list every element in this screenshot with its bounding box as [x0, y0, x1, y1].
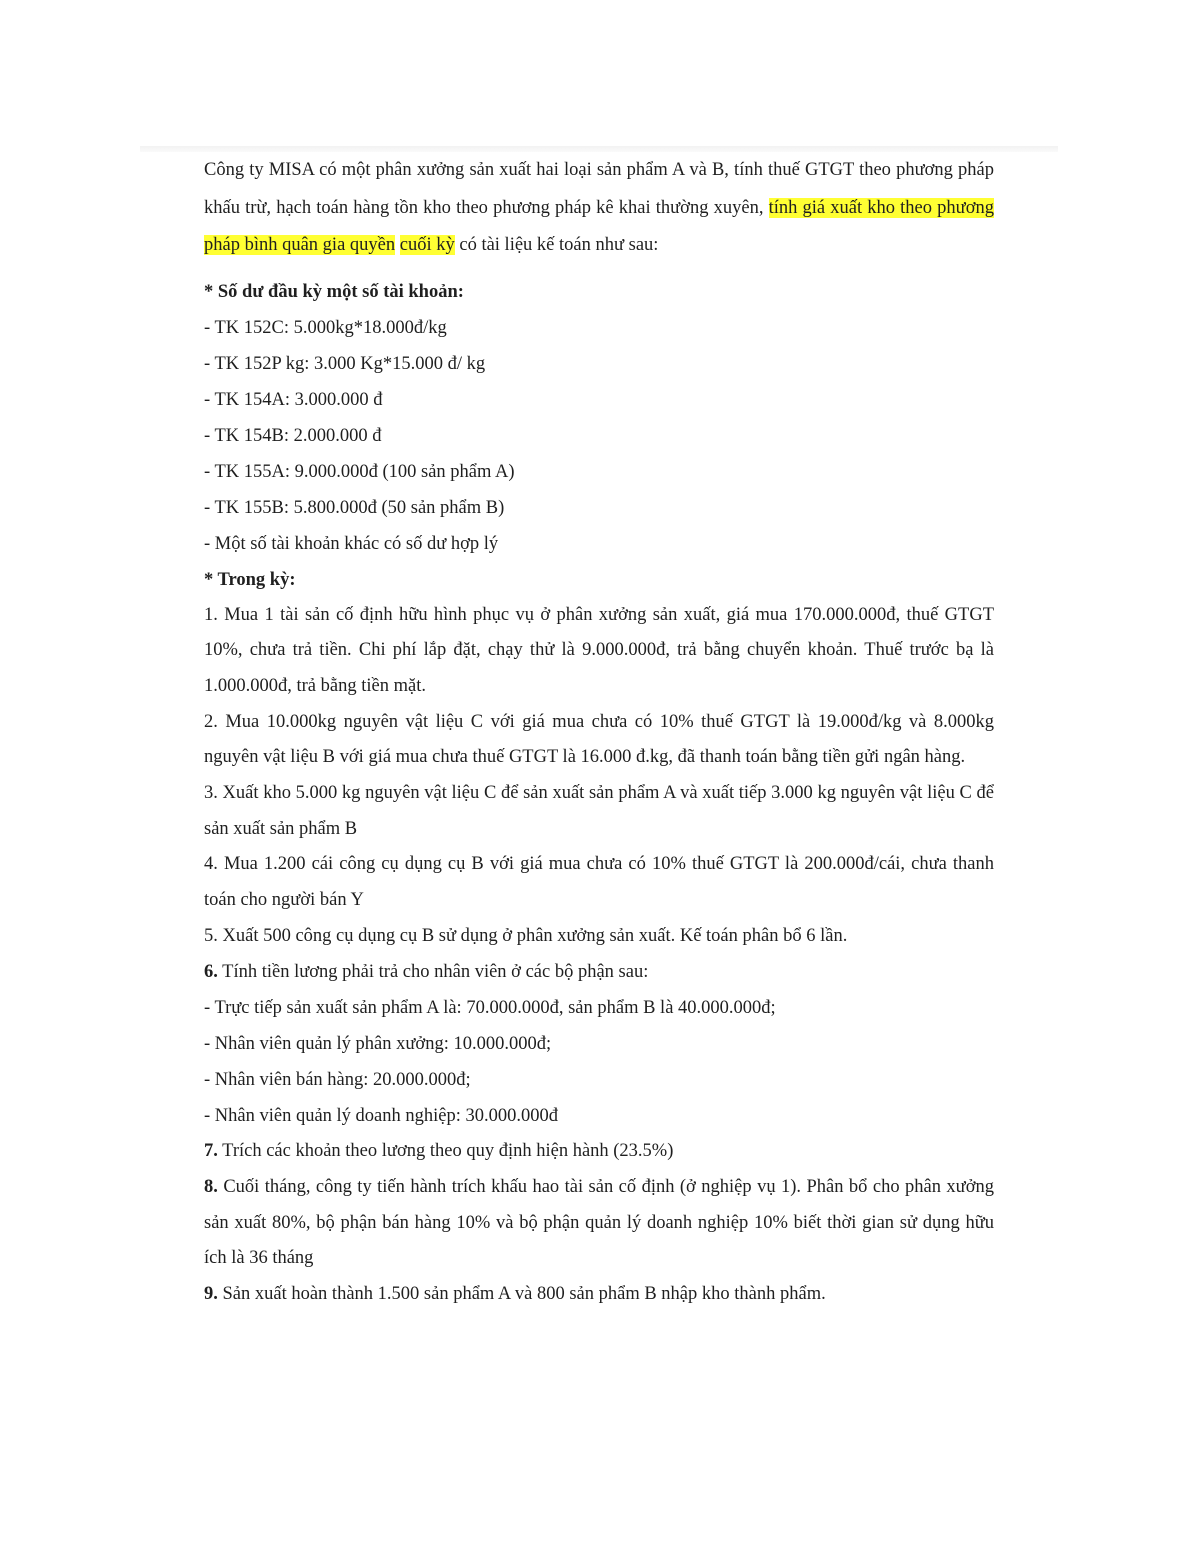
salary-item: - Trực tiếp sản xuất sản phẩm A là: 70.000.000đ, sản phẩm B là 40.000.000đ;: [204, 998, 776, 1019]
balance-item: - TK 154B: 2.000.000 đ: [204, 425, 382, 446]
balance-item: - TK 154A: 3.000.000 đ: [204, 389, 383, 410]
opening-balance-heading: * Số dư đầu kỳ một số tài khoản:: [204, 281, 464, 302]
transaction-9-text: Sản xuất hoàn thành 1.500 sản phẩm A và 800 sản phẩm B nhập kho thành phẩm.: [217, 1284, 826, 1305]
transaction-7: [204, 1134, 994, 1170]
transaction-9-number: 9.: [204, 1284, 218, 1305]
transaction-9: [204, 1277, 994, 1313]
transaction-6-number: 6.: [204, 961, 218, 982]
transaction-4: 4. Mua 1.200 cái công cụ dụng cụ B với giá mua chưa có 10% thuế GTGT là 200.000đ/cái, chưa thanh toán cho người bán Y: [204, 854, 994, 911]
salary-item: - Nhân viên bán hàng: 20.000.000đ;: [204, 1070, 471, 1091]
highlight-period-end: cuối kỳ: [399, 235, 455, 255]
balance-item: - TK 152P kg: 3.000 Kg*15.000 đ/ kg: [204, 353, 486, 374]
transaction-6: [204, 955, 994, 991]
transaction-8-text: Cuối tháng, công ty tiến hành trích khấu hao tài sản cố định (ở nghiệp vụ 1). Phân bổ cho phân xưởng sản xuất 80%, bộ phận bán hàng 10% và bộ phận quản lý doanh nghiệp 10% biết thời gian sử dụng hữu ích là 36 tháng: [204, 1176, 994, 1269]
intro-text-before: Công ty MISA có một phân xưởng sản xuất hai loại sản phẩm A và B, tính thuế GTGT theo phương pháp khấu trừ, hạch toán hàng tồn kho theo phương pháp kê khai thường xuyên,: [204, 160, 994, 218]
transaction-7-number: 7.: [204, 1141, 218, 1162]
transaction-6-text: Tính tiền lương phải trả cho nhân viên ở các bộ phận sau:: [217, 961, 649, 982]
intro-text-after: có tài liệu kế toán như sau:: [454, 235, 659, 255]
transaction-5: 5. Xuất 500 công cụ dụng cụ B sử dụng ở phân xưởng sản xuất. Kế toán phân bổ 6 lần.: [204, 925, 848, 946]
balance-item: - Một số tài khoản khác có số dư hợp lý: [204, 533, 499, 554]
balance-item: - TK 155A: 9.000.000đ (100 sản phẩm A): [204, 461, 515, 482]
transaction-8-number: 8.: [204, 1176, 218, 1197]
salary-item: - Nhân viên quản lý phân xưởng: 10.000.000đ;: [204, 1034, 552, 1055]
balance-item: - TK 155B: 5.800.000đ (50 sản phẩm B): [204, 497, 505, 518]
in-period-heading: * Trong kỳ:: [204, 569, 296, 590]
highlight-valuation-method: tính giá xuất kho theo phương pháp bình quân gia quyền: [204, 197, 994, 255]
balance-item: - TK 152C: 5.000kg*18.000đ/kg: [204, 317, 447, 338]
transaction-1: 1. Mua 1 tài sản cố định hữu hình phục vụ ở phân xưởng sản xuất, giá mua 170.000.000đ, thuế GTGT 10%, chưa trả tiền. Chi phí lắp đặt, chạy thử là 9.000.000đ, trả bằng chuyển khoản. Thuế trước bạ là 1.000.000đ, trả bằng tiền mặt.: [204, 604, 994, 696]
transaction-8: [204, 1170, 994, 1277]
document-body: [204, 152, 994, 1313]
intro-paragraph: [204, 152, 994, 265]
salary-item: - Nhân viên quản lý doanh nghiệp: 30.000.000đ: [204, 1106, 559, 1127]
transaction-2: 2. Mua 10.000kg nguyên vật liệu C với giá mua chưa có 10% thuế GTGT là 19.000đ/kg và 8.000kg nguyên vật liệu B với giá mua chưa thuế GTGT là 16.000 đ.kg, đã thanh toán bằng tiền gửi ngân hàng.: [204, 711, 994, 768]
transaction-7-text: Trích các khoản theo lương theo quy định hiện hành (23.5%): [217, 1141, 674, 1162]
transaction-3: 3. Xuất kho 5.000 kg nguyên vật liệu C để sản xuất sản phẩm A và xuất tiếp 3.000 kg nguyên vật liệu C để sản xuất sản phẩm B: [204, 783, 994, 839]
